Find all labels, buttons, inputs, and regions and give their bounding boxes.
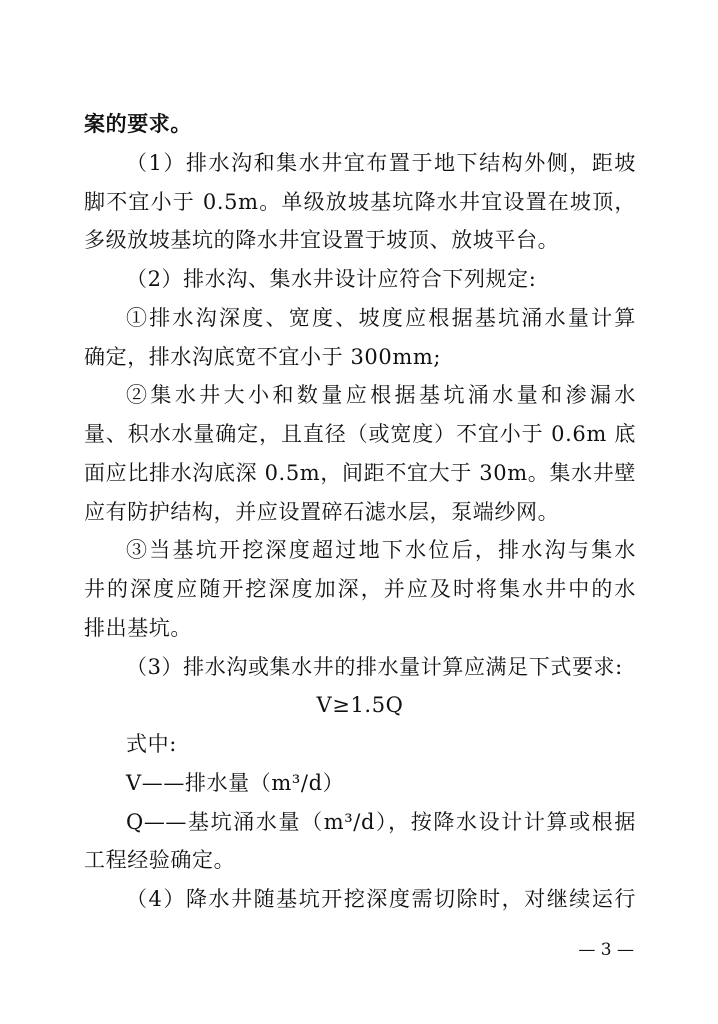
text-line-subitem-1: ①排水沟深度、宽度、坡度应根据基坑涌水量计算	[126, 306, 636, 330]
formula-where-label: 式中:	[126, 732, 177, 756]
text-line: 脚不宜小于 0.5m。单级放坡基坑降水井宜设置在坡顶，	[84, 190, 636, 214]
page-number: — 3 —	[578, 940, 634, 960]
text-line: 井的深度应随开挖深度加深，并应及时将集水井中的水	[84, 577, 636, 601]
text-line-item-3: （3）排水沟或集水井的排水量计算应满足下式要求:	[126, 655, 623, 679]
formula-variable-v: V——排水量（m³/d）	[126, 771, 345, 795]
text-line-item-2: （2）排水沟、集水井设计应符合下列规定:	[126, 267, 537, 291]
formula-variable-q: Q——基坑涌水量（m³/d），按降水设计计算或根据	[126, 810, 636, 834]
formula: V≥1.5Q	[316, 693, 404, 717]
text-line: 面应比排水沟底深 0.5m，间距不宜大于 30m。集水井壁	[84, 461, 636, 485]
text-line: 工程经验确定。	[84, 848, 236, 872]
text-line: 应有防护结构，并应设置碎石滤水层，泵端纱网。	[84, 500, 560, 524]
text-line-subitem-2: ②集水井大小和数量应根据基坑涌水量和渗漏水	[126, 383, 636, 407]
text-line-subitem-3: ③当基坑开挖深度超过地下水位后，排水沟与集水	[126, 538, 636, 562]
text-line: 多级放坡基坑的降水井宜设置于坡顶、放坡平台。	[84, 228, 560, 252]
text-line: 量、积水水量确定，且直径（或宽度）不宜小于 0.6m 底	[84, 422, 636, 446]
text-line-item-4: （4）降水井随基坑开挖深度需切除时，对继续运行	[126, 887, 636, 911]
text-line: 排出基坑。	[84, 616, 192, 640]
text-line-continuation-heading: 案的要求。	[84, 111, 192, 136]
text-line: 确定，排水沟底宽不宜小于 300mm;	[84, 345, 442, 369]
text-line-item-1: （1）排水沟和集水井宜布置于地下结构外侧，距坡	[126, 151, 636, 175]
